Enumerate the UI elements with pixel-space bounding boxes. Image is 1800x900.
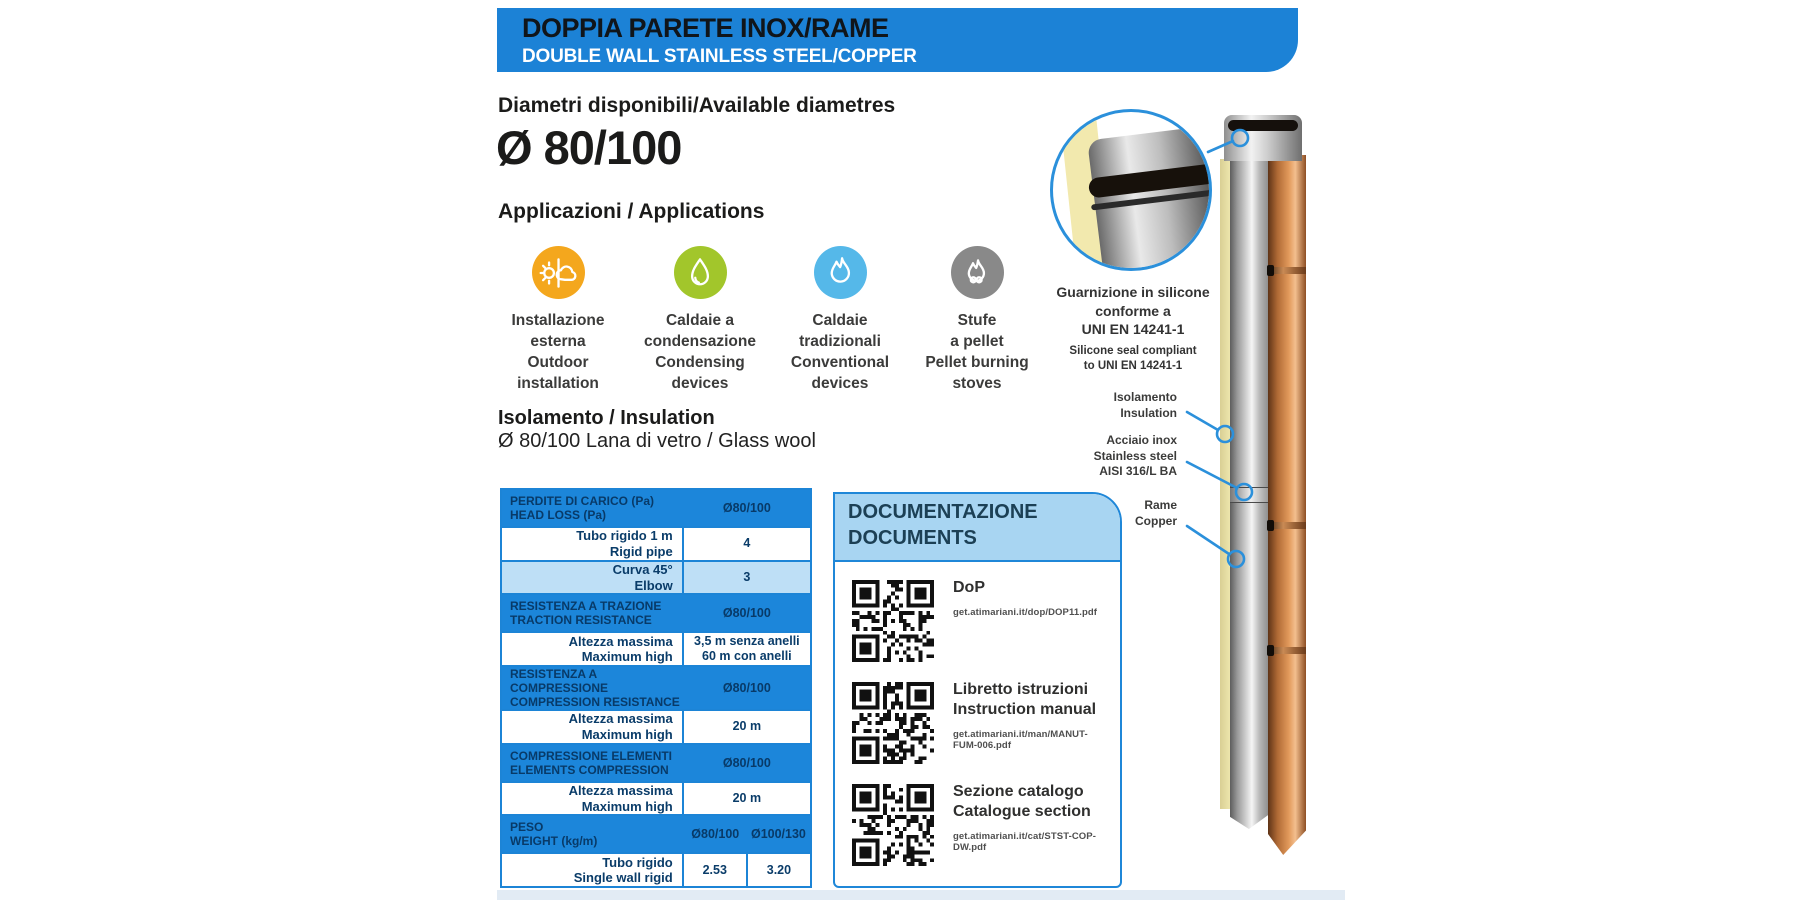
table-value-cell [746,854,810,886]
table-row-values [684,711,810,743]
table-value-cell [684,528,810,560]
seal-caption-line: Guarnizione in silicone [1056,284,1210,300]
application-label-line: Stufe [957,312,997,329]
table-row-label [502,783,684,815]
part-label-line: Acciaio inox [1106,433,1177,447]
flame-icon [814,246,867,299]
application-label-line: esterna [530,333,586,350]
table-diameter-value: Ø80/100 [722,606,771,621]
table-section-diameters [684,681,810,695]
table-section-title-line: HEAD LOSS (Pa) [510,508,607,522]
application-item [480,246,636,394]
application-label-line: a pellet [950,333,1004,350]
table-row-values [684,562,810,594]
table-row-label-line: Altezza massima [568,633,673,649]
table-diameter-value: Ø80/100 [722,681,771,696]
table-row [502,852,810,886]
document-title-line: Catalogue section [953,803,1091,820]
leader-lines [1040,85,1370,860]
pipe-illustration [1040,85,1370,860]
document-url: get.atimariani.it/dop/DOP11.pdf [953,607,1098,618]
table-row-label-line: Tubo rigido [602,854,673,870]
application-label-line: Conventional [790,354,890,371]
insulation-heading: Isolamento / Insulation [498,407,715,429]
table-section-title-line: COMPRESSIONE ELEMENTI [510,748,673,763]
seal-caption-small-line: to UNI EN 14241-1 [1083,360,1183,372]
qr-code [848,678,938,768]
table-row-label-line: Altezza massima [568,783,673,799]
table-value-cell [684,633,810,665]
table-value-line: 4 [743,536,751,551]
application-label-line: condensazione [644,333,756,350]
document-title-line: Instruction manual [953,701,1097,718]
application-label-line: stoves [952,375,1002,392]
table-section-title [502,599,684,627]
application-label-line: Installazione [511,312,605,329]
part-label [1114,390,1177,421]
application-label-line: Outdoor [527,354,589,371]
diameter-value: Ø 80/100 [496,121,682,174]
table-value-line: 20 m [732,719,762,734]
part-label [1094,433,1177,480]
part-label-line: Isolamento [1113,390,1177,404]
seal-caption [1047,283,1219,375]
table-section-header [502,814,810,852]
seal-caption-small [1047,344,1219,375]
table-section-title-line: COMPRESSION RESISTANCE [510,695,680,710]
application-item [899,246,1055,394]
pellet-stove-icon [951,246,1004,299]
sun-cloud-icon [532,246,585,299]
page-bottom-strip [497,890,1345,900]
table-value-cell [684,854,746,886]
table-section-title [502,667,684,709]
part-label-line: Stainless steel [1093,448,1177,463]
table-section-header [502,743,810,781]
application-label-line: tradizionali [799,333,881,350]
application-label-line: Caldaie [812,312,868,329]
table-value-cell [684,562,810,594]
table-row-label [502,633,684,665]
page-subtitle: DOUBLE WALL STAINLESS STEEL/COPPER [522,46,917,67]
table-value-cell [684,783,810,815]
table-row-label-line: Maximum high [581,726,673,742]
table-value-line: 20 m [732,791,762,806]
diameters-heading: Diametri disponibili/Available diametres [498,94,896,117]
table-section-diameters [684,756,810,770]
table-row-label-line: Tubo rigido 1 m [576,528,673,544]
table-row-label [502,854,684,886]
document-title-line: Libretto istruzioni [953,681,1089,698]
table-row-label [502,711,684,743]
table-diameter-value: Ø80/100 [691,827,740,842]
table-section-header [502,490,810,526]
part-label [1135,498,1177,529]
application-item [622,246,778,394]
table-value-line: 3,5 m senza anelli [694,634,800,649]
table-row [502,709,810,743]
table-row-label-line: Maximum high [581,798,673,814]
part-label-line: Insulation [1120,405,1177,420]
table-section-title-line: RESISTENZA A TRAZIONE [510,599,662,614]
water-drop-icon [674,246,727,299]
table-row-label-line: Single wall rigid [573,870,673,886]
application-label-line: installation [517,375,599,392]
applications-row [480,246,1080,416]
documents-title-it: DOCUMENTAZIONE [848,501,1038,523]
document-title-line: Sezione catalogo [953,783,1084,800]
spec-table [500,488,812,888]
application-label-line: devices [671,375,729,392]
seal-caption-line: conforme a [1095,302,1171,319]
insulation-detail: Ø 80/100 Lana di vetro / Glass wool [498,430,816,452]
table-section-diameters [684,606,810,620]
table-section-title-line: PESO [510,820,544,835]
table-row [502,631,810,665]
table-section-title-line: TRACTION RESISTANCE [510,613,652,628]
table-diameter-value: Ø80/100 [722,501,771,515]
table-value-line: 3 [743,570,751,584]
seal-caption-bold [1047,283,1219,339]
table-section-title-line: ELEMENTS COMPRESSION [510,762,669,777]
table-section-diameters [684,501,810,515]
table-value-line: 60 m con anelli [702,649,792,664]
application-label [762,310,918,394]
table-row-label [502,528,684,560]
part-label-line: Rame [1144,498,1177,512]
application-label-line: Condensing [655,354,745,371]
application-label-line: Caldaie a [665,312,735,329]
document-url: get.atimariani.it/man/MANUT-FUM-006.pdf [953,729,1088,751]
document-url: get.atimariani.it/cat/STST-COP-DW.pdf [953,831,1096,853]
table-row-values [684,633,810,665]
seal-caption-line: UNI EN 14241-1 [1081,321,1185,337]
application-label [622,310,778,394]
application-label [899,310,1055,394]
table-section-title [502,820,684,848]
table-section-diameters [684,827,810,841]
table-row-label-line: Rigid pipe [609,543,673,559]
table-value-cell [684,711,810,743]
table-value-line: 2.53 [702,862,727,877]
table-row-label [502,562,684,594]
header-banner [497,8,1298,72]
table-value-line: 3.20 [766,862,792,877]
table-section-header [502,593,810,631]
table-diameter-value: Ø80/100 [722,755,771,770]
table-row [502,560,810,594]
table-diameter-value: Ø100/130 [750,827,806,842]
table-section-title [502,749,684,777]
table-row-label-line: Curva 45° [612,562,673,577]
application-label-line: Pellet burning [925,354,1029,371]
table-section-title-line: WEIGHT (kg/m) [510,834,598,849]
documents-title-en: DOCUMENTS [848,527,977,549]
table-section-title-line: PERDITE DI CARICO (Pa) [510,494,655,508]
table-section-title-line: RESISTENZA A COMPRESSIONE [510,667,609,696]
part-label-line: AISI 316/L BA [1099,464,1177,478]
table-row [502,526,810,560]
application-item [762,246,918,394]
table-row-label-line: Elbow [634,577,673,593]
table-section-header [502,665,810,709]
table-row-values [684,783,810,815]
table-row-values [684,528,810,560]
document-title-line: DoP [953,579,985,596]
application-label-line: devices [811,375,869,392]
qr-code [848,576,938,666]
application-label [480,310,636,394]
qr-code [848,780,938,870]
table-row-label-line: Altezza massima [568,711,673,727]
table-row-values [684,854,810,886]
page-title: DOPPIA PARETE INOX/RAME [522,13,889,43]
part-label-line: Copper [1135,513,1177,528]
table-row-label-line: Maximum high [581,649,673,665]
applications-heading: Applicazioni / Applications [498,200,765,223]
table-section-title [502,494,684,522]
table-row [502,781,810,815]
seal-caption-small-line: Silicone seal compliant [1069,344,1197,357]
